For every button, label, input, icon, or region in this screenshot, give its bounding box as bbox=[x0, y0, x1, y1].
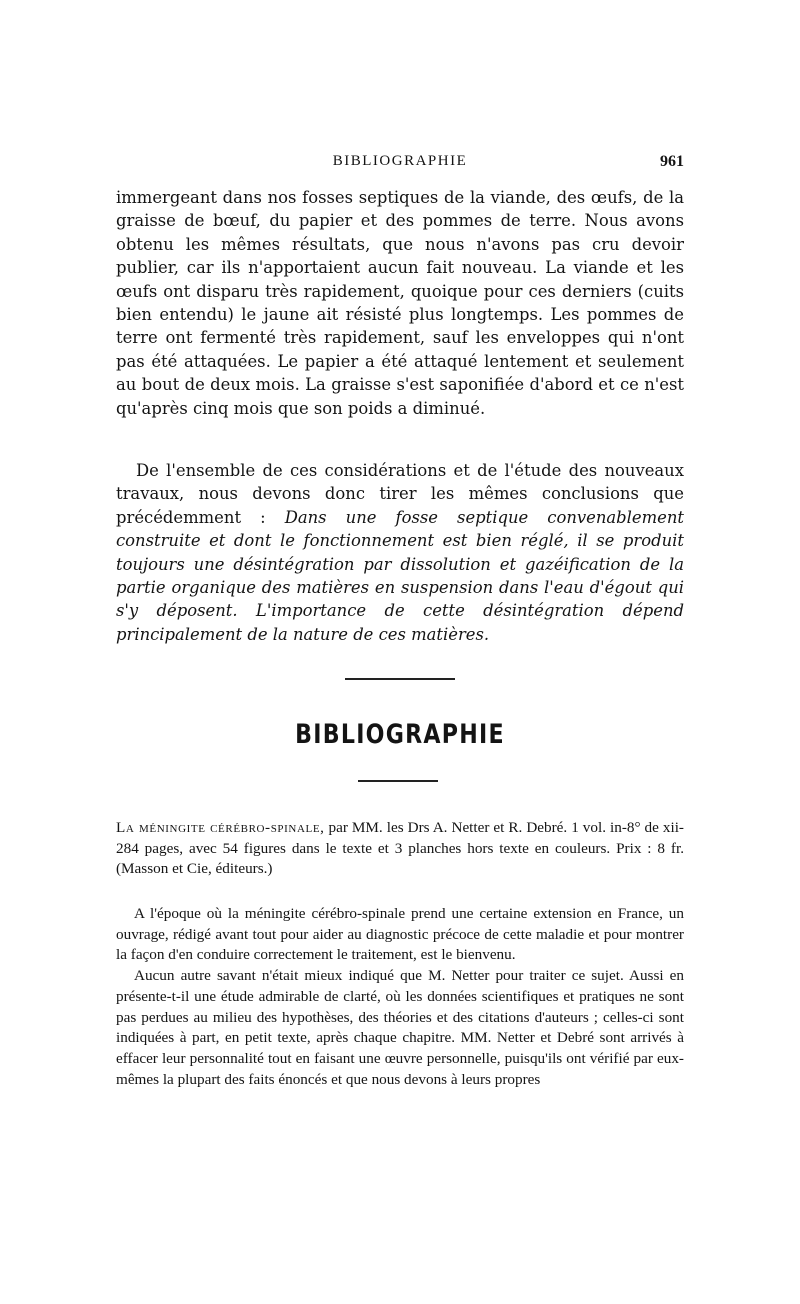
page-number: 961 bbox=[660, 153, 684, 170]
book-citation bbox=[116, 818, 684, 880]
citation-line bbox=[116, 818, 684, 880]
conclusion-roman-text: De l'ensemble de ces considérations et de l'étude des nouveaux travaux, nous devons donc tirer les mêmes conclusions que précédemment : bbox=[116, 461, 684, 527]
section-heading: BIBLIOGRAPHIE bbox=[295, 719, 505, 750]
section-divider-top bbox=[345, 678, 455, 680]
review-body bbox=[116, 904, 684, 1090]
conclusion-paragraph bbox=[116, 459, 684, 646]
running-head-title: BIBLIOGRAPHIE bbox=[332, 153, 468, 169]
conclusion-italic-text: Dans une fosse septique convenablement construite et dont le fonctionnement est bien réglé, il se produit toujours une désintégration par dissolution et gazéification de la partie organique des matières en suspension dans l'eau d'égout qui s'y déposent. L'importance de cette désintégration dépend principalement de la nature de ces matières. bbox=[116, 507, 684, 644]
section-divider-bottom bbox=[358, 780, 438, 782]
running-header bbox=[116, 153, 684, 175]
review-paragraph: A l'époque où la méningite cérébro-spinale prend une certaine extension en France, un ouvrage, rédigé avant tout pour aider au diagnostic précoce de cette maladie et pour montrer la façon d'en conduire correctement le traitement, est le bienvenu. bbox=[116, 905, 684, 964]
paragraph-text: immergeant dans nos fosses septiques de la viande, des œufs, de la graisse de bœuf, du papier et des pommes de terre. Nous avons obtenu les mêmes résultats, que nous n'avons pas cru devoir publier, car ils n'apportaient aucun fait nouveau. La viande et les œufs ont disparu très rapidement, quoique pour ces derniers (cuits bien entendu) le jaune ait résisté plus longtemps. Les pommes de terre ont fermenté très rapidement, sauf les enveloppes qui n'ont pas été attaquées. Le papier a été attaqué lentement et seulement au bout de deux mois. La graisse s'est saponifiée d'abord et ce n'est qu'après cinq mois que son poids a diminué. bbox=[116, 188, 684, 418]
body-paragraph-2 bbox=[116, 459, 684, 646]
review-paragraph: Aucun autre savant n'était mieux indiqué que M. Netter pour traiter ce sujet. Aussi en présente-t-il une étude admirable de clarté, où les données scientifiques et pratiques ne sont pas perdues au milieu des hypothèses, des théories et des citations d'auteurs ; celles-ci sont indiquées à part, en petit texte, après chaque chapitre. MM. Netter et Debré sont arrivés à effacer leur personnalité tout en faisant une œuvre personnelle, puisqu'ils ont vérifié par eux-mêmes la plupart des faits énoncés et que nous devons à leurs propres bbox=[116, 967, 684, 1088]
book-title: La méningite cérébro-spinale, bbox=[116, 819, 325, 836]
citation-details: par MM. les Drs A. Netter et R. Debré. 1 vol. in-8° de xii-284 pages, avec 54 figures dans le texte et 3 planches hors texte en couleurs. Prix : 8 fr. (Masson et Cie, éditeurs.) bbox=[116, 819, 684, 878]
body-paragraph-1 bbox=[116, 186, 684, 420]
